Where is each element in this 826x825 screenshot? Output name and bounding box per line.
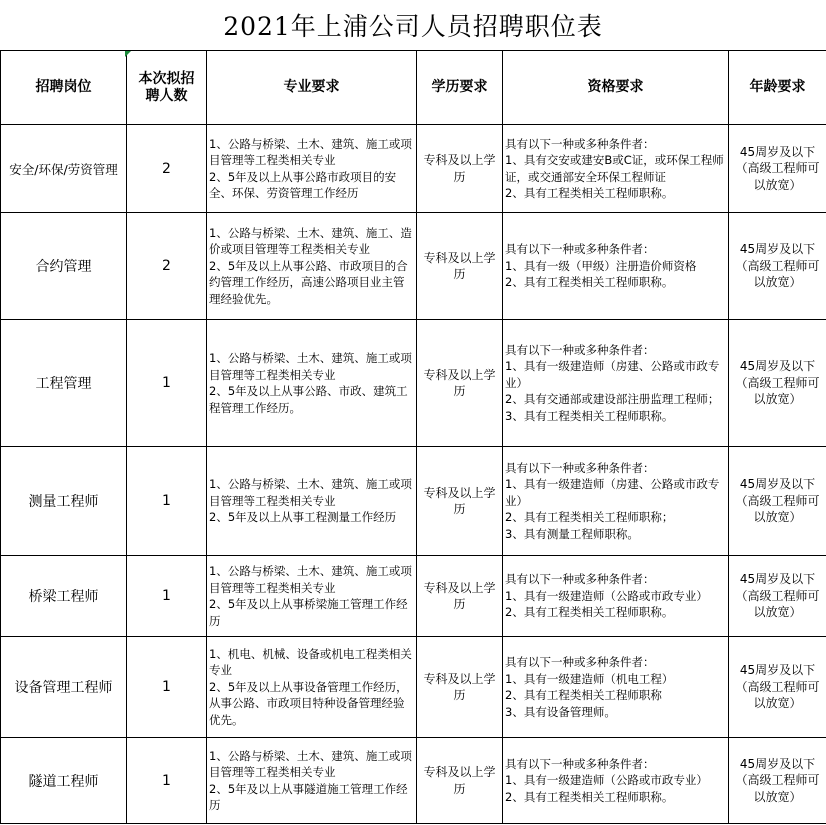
header-age: 年龄要求 — [729, 51, 826, 125]
age-cell: 45周岁及以下（高级工程师可以放宽） — [729, 738, 826, 824]
count-cell: 1 — [127, 556, 207, 637]
major-line: 1、公路与桥梁、土木、建筑、施工或项目管理等工程类相关专业 — [209, 564, 412, 595]
qualification-cell — [503, 447, 729, 556]
major-line: 2、5年及以上从事公路、市政、建筑工程管理工作经历。 — [209, 384, 408, 415]
major-cell — [207, 738, 417, 824]
education-cell: 专科及以上学历 — [417, 213, 503, 320]
qualification-line: 具有以下一种或多种条件者： — [505, 342, 655, 357]
position-cell: 合约管理 — [1, 213, 127, 320]
qualification-line: 3、具有测量工程师职称。 — [505, 526, 639, 541]
qualification-line: 2、具有工程类相关工程师职称。 — [505, 186, 674, 200]
position-cell: 安全/环保/劳资管理 — [1, 125, 127, 213]
qualification-line: 具有以下一种或多种条件者： — [505, 136, 655, 151]
position-cell: 测量工程师 — [1, 447, 127, 556]
major-line: 1、公路与桥梁、土木、建筑、施工、造价或项目管理等工程类相关专业 — [209, 225, 412, 257]
education-cell: 专科及以上学历 — [417, 125, 503, 213]
major-line: 2、5年及以上从事桥梁施工管理工作经历 — [209, 597, 408, 628]
age-cell: 45周岁及以下（高级工程师可以放宽） — [729, 447, 826, 556]
cell-comment-marker — [125, 51, 131, 57]
qualification-line: 具有以下一种或多种条件者： — [505, 242, 655, 257]
age-cell: 45周岁及以下（高级工程师可以放宽） — [729, 637, 826, 738]
qualification-line: 2、具有工程类相关工程师职称。 — [505, 275, 674, 290]
header-qualification: 资格要求 — [503, 51, 729, 125]
recruitment-table — [0, 50, 826, 824]
major-line: 2、5年及以上从事工程测量工作经历 — [209, 510, 397, 525]
qualification-line: 2、具有工程类相关工程师职称。 — [505, 605, 674, 620]
qualification-cell — [503, 556, 729, 637]
table-row — [1, 320, 826, 447]
count-cell: 2 — [127, 125, 207, 213]
qualification-line: 2、具有工程类相关工程师职称。 — [505, 789, 674, 804]
qualification-line: 1、具有一级建造师（房建、公路或市政专业） — [505, 477, 720, 508]
age-cell: 45周岁及以下（高级工程师可以放宽） — [729, 320, 826, 447]
qualification-line: 具有以下一种或多种条件者： — [505, 756, 655, 771]
major-line: 1、公路与桥梁、土木、建筑、施工或项目管理等工程类相关专业 — [209, 477, 412, 508]
education-cell: 专科及以上学历 — [417, 556, 503, 637]
qualification-cell — [503, 213, 729, 320]
header-major: 专业要求 — [207, 51, 417, 125]
qualification-line: 2、具有工程类相关工程师职称 — [505, 688, 662, 702]
age-cell: 45周岁及以下（高级工程师可以放宽） — [729, 556, 826, 637]
table-row — [1, 213, 826, 320]
major-line: 2、5年及以上从事设备管理工作经历，从事公路、市政项目特种设备管理经验优先。 — [209, 679, 408, 727]
age-cell: 45周岁及以下（高级工程师可以放宽） — [729, 125, 826, 213]
table-row — [1, 125, 826, 213]
qualification-cell — [503, 320, 729, 447]
major-line: 1、公路与桥梁、土木、建筑、施工或项目管理等工程类相关专业 — [209, 351, 412, 382]
qualification-line: 具有以下一种或多种条件者： — [505, 460, 655, 475]
major-line: 1、机电、机械、设备或机电工程类相关专业 — [209, 646, 412, 678]
position-cell: 隧道工程师 — [1, 738, 127, 824]
education-cell: 专科及以上学历 — [417, 738, 503, 824]
table-row — [1, 447, 826, 556]
qualification-line: 2、具有工程类相关工程师职称； — [505, 510, 674, 525]
major-line: 1、公路与桥梁、土木、建筑、施工或项目管理等工程类相关专业 — [209, 136, 412, 167]
position-cell: 桥梁工程师 — [1, 556, 127, 637]
age-cell: 45周岁及以下（高级工程师可以放宽） — [729, 213, 826, 320]
qualification-line: 2、具有交通部或建设部注册监理工程师； — [505, 392, 720, 407]
count-cell: 1 — [127, 320, 207, 447]
position-cell: 工程管理 — [1, 320, 127, 447]
major-cell — [207, 447, 417, 556]
qualification-line: 3、具有设备管理师。 — [505, 704, 616, 719]
qualification-line: 1、具有一级（甲级）注册造价师资格 — [505, 258, 697, 273]
count-cell: 1 — [127, 637, 207, 738]
qualification-line: 1、具有一级建造师（公路或市政专业） — [505, 588, 708, 603]
major-line: 2、5年及以上从事公路、市政项目的合约管理工作经历，高速公路项目业主管理经验优先。 — [209, 258, 408, 306]
page-title: 2021年上浦公司人员招聘职位表 — [223, 12, 603, 41]
header-count-label: 本次拟招聘人数 — [138, 70, 195, 104]
qualification-line: 具有以下一种或多种条件者： — [505, 655, 655, 669]
education-cell: 专科及以上学历 — [417, 637, 503, 738]
major-cell — [207, 320, 417, 447]
major-line: 1、公路与桥梁、土木、建筑、施工或项目管理等工程类相关专业 — [209, 748, 412, 779]
major-cell — [207, 125, 417, 213]
qualification-cell — [503, 738, 729, 824]
qualification-cell — [503, 125, 729, 213]
major-line: 2、5年及以上从事公路市政项目的安全、环保、劳资管理工作经历 — [209, 169, 397, 200]
count-cell: 1 — [127, 738, 207, 824]
header-row — [1, 51, 826, 125]
position-cell: 设备管理工程师 — [1, 637, 127, 738]
table-row — [1, 738, 826, 824]
count-cell: 1 — [127, 447, 207, 556]
major-cell — [207, 637, 417, 738]
major-line: 2、5年及以上从事隧道施工管理工作经历 — [209, 781, 408, 812]
header-education: 学历要求 — [417, 51, 503, 125]
qualification-line: 1、具有一级建造师（机电工程） — [505, 671, 674, 686]
education-cell: 专科及以上学历 — [417, 320, 503, 447]
qualification-line: 1、具有一级建造师（公路或市政专业） — [505, 773, 708, 788]
count-cell: 2 — [127, 213, 207, 320]
qualification-line: 1、具有一级建造师（房建、公路或市政专业） — [505, 359, 720, 390]
qualification-line: 3、具有工程类相关工程师职称。 — [505, 408, 674, 423]
qualification-cell — [503, 637, 729, 738]
major-cell — [207, 556, 417, 637]
header-count — [127, 51, 207, 125]
education-cell: 专科及以上学历 — [417, 447, 503, 556]
qualification-line: 具有以下一种或多种条件者： — [505, 572, 655, 587]
major-cell — [207, 213, 417, 320]
header-position: 招聘岗位 — [1, 51, 127, 125]
qualification-line: 1、具有交安或建安B或C证，或环保工程师证，或交通部安全环保工程师证 — [505, 153, 724, 184]
table-row — [1, 556, 826, 637]
table-row — [1, 637, 826, 738]
